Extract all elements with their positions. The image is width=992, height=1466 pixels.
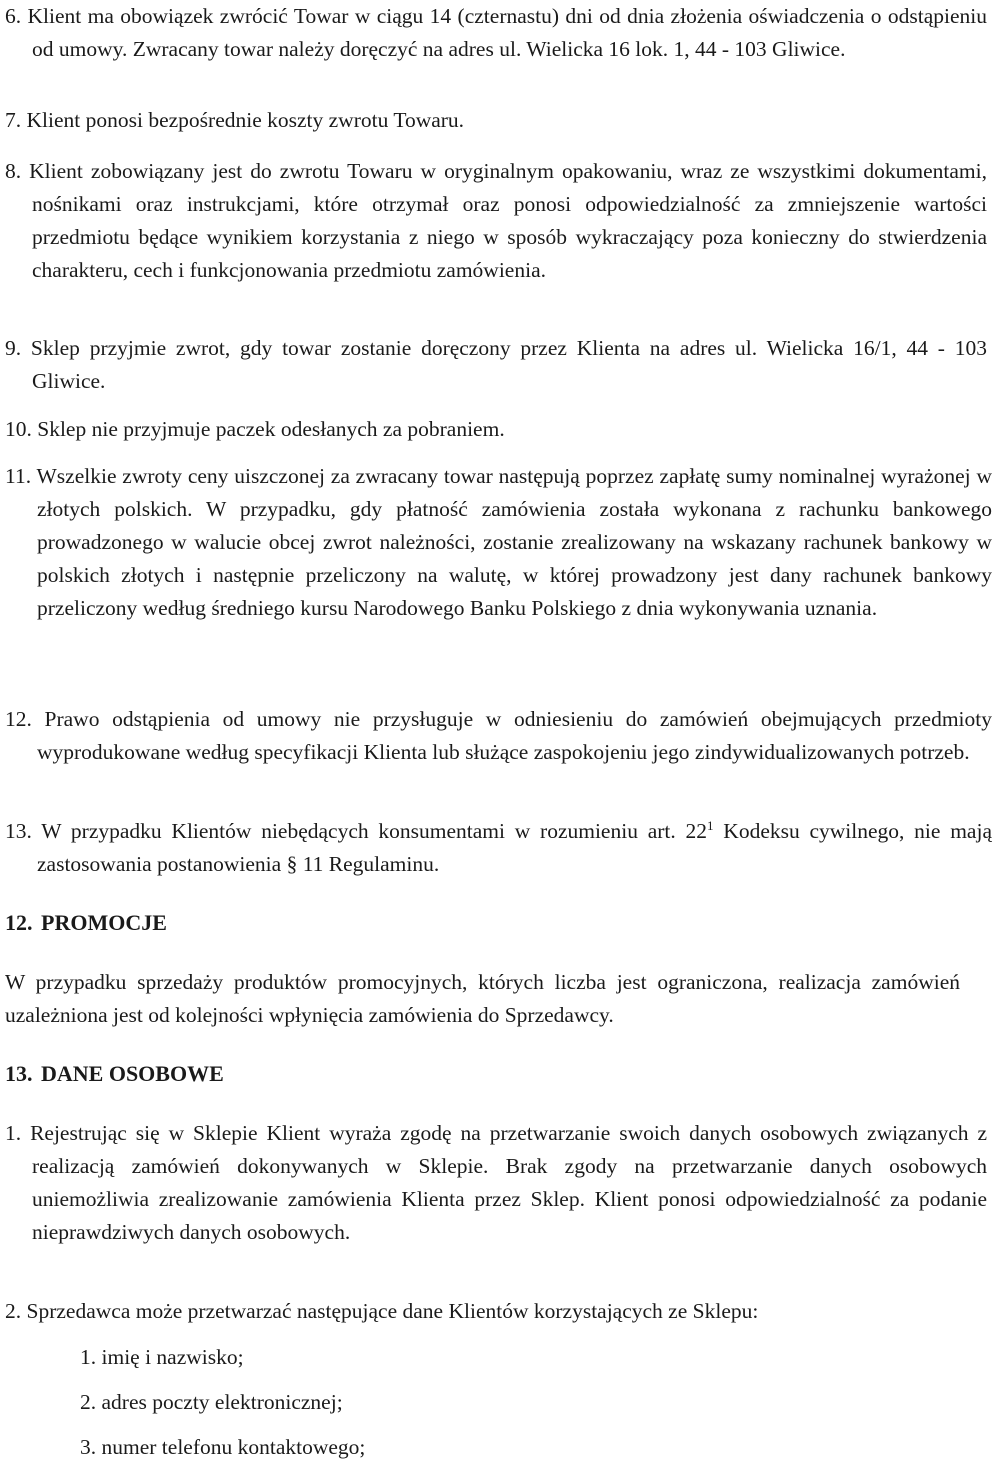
section-heading-dane-osobowe	[5, 1057, 224, 1090]
return-item-12: 12. Prawo odstąpienia od umowy nie przysługuje w odniesieniu do zamówień obejmujących przedmioty wyprodukowane według specyfikacji Klienta lub służące zaspokojeniu jego zindywidualizowanych potrzeb.	[5, 707, 992, 764]
personal-data-item-1: 1. Rejestrując się w Sklepie Klient wyraża zgodę na przetwarzanie swoich danych osobowych związanych z realizacją zamówień dokonywanych w Sklepie. Brak zgody na przetwarzanie danych osobowych uniemożliwia zrealizowanie zamówienia Klienta przez Sklep. Klient ponosi odpowiedzialność za podanie nieprawdziwych danych osobowych.	[5, 1121, 987, 1244]
section-number: 12.	[5, 910, 33, 935]
article-superscript: 1	[707, 817, 714, 833]
section-title: DANE OSOBOWE	[41, 1061, 224, 1086]
return-item-8: 8. Klient zobowiązany jest do zwrotu Towaru w oryginalnym opakowaniu, wraz ze wszystkimi dokumentami, nośnikami oraz instrukcjami, które otrzymał oraz ponosi odpowiedzialność za zmniejszenie wartości przedmiotu będące wynikiem korzystania z niego w sposób wykraczający poza konieczny do stwierdzenia charakteru, cech i funkcjonowania przedmiotu zamówienia.	[5, 159, 987, 282]
return-item-7: 7. Klient ponosi bezpośrednie koszty zwrotu Towaru.	[5, 108, 465, 132]
return-item-10: 10. Sklep nie przyjmuje paczek odesłanych za pobraniem.	[5, 417, 505, 441]
return-item-11: 11. Wszelkie zwroty ceny uiszczonej za zwracany towar następują poprzez zapłatę sumy nominalnej wyrażonej w złotych polskich. W przypadku, gdy płatność zamówienia została wykonana z rachunku bankowego prowadzonego w walucie obcej zwrot należności, zostanie zrealizowany na wskazany rachunek bankowy w polskich złotych i następnie przeliczony na walutę, w której prowadzony jest dany rachunek bankowy przeliczony według średniego kursu Narodowego Banku Polskiego z dnia wykonywania uznania.	[5, 464, 992, 620]
return-item-6: 6. Klient ma obowiązek zwrócić Towar w ciągu 14 (czternastu) dni od dnia złożenia oświadczenia o odstąpieniu od umowy. Zwracany towar należy doręczyć na adres ul. Wielicka 16 lok. 1, 44 - 103 Gliwice.	[5, 4, 987, 61]
section-heading-promocje	[5, 906, 167, 939]
personal-data-item-2: 2. Sprzedawca może przetwarzać następujące dane Klientów korzystających ze Sklepu:	[5, 1299, 759, 1323]
section-number: 13.	[5, 1061, 33, 1086]
return-item-13-text: 13. W przypadku Klientów niebędących konsumentami w rozumieniu art. 22	[5, 819, 708, 843]
return-item-13-text-cont: Kodeksu cywilnego, nie mają zastosowania postanowienia § 11 Regulaminu.	[37, 819, 992, 876]
data-list-item: 3. numer telefonu kontaktowego;	[80, 1435, 366, 1459]
section-title: PROMOCJE	[41, 910, 167, 935]
data-list-item: 1. imię i nazwisko;	[80, 1345, 244, 1369]
promotions-paragraph: W przypadku sprzedaży produktów promocyjnych, których liczba jest ograniczona, realizacja zamówień uzależniona jest od kolejności wpłynięcia zamówienia do Sprzedawcy.	[5, 970, 960, 1027]
return-item-9: 9. Sklep przyjmie zwrot, gdy towar zostanie doręczony przez Klienta na adres ul. Wielicka 16/1, 44 - 103 Gliwice.	[5, 336, 987, 393]
data-list-item: 2. adres poczty elektronicznej;	[80, 1390, 343, 1414]
return-item-13	[5, 815, 992, 881]
